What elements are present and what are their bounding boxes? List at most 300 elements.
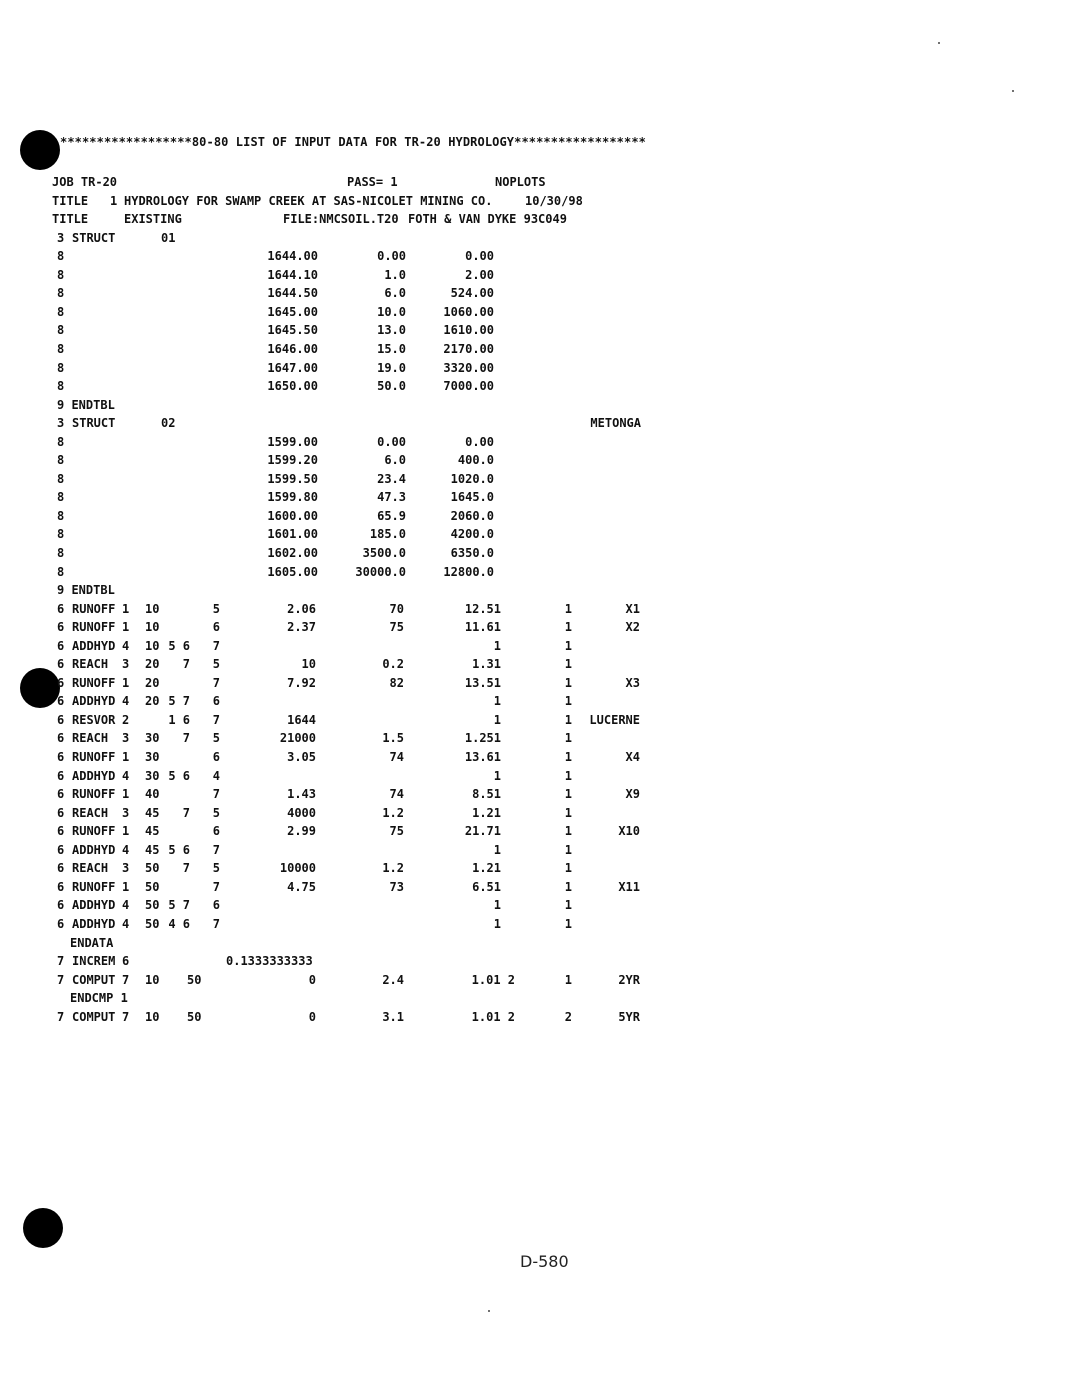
row-label: X4 [625,750,640,764]
record-code: 8 [57,546,65,560]
plots-option: NOPLOTS [495,175,546,189]
record-code: 8 [57,286,65,300]
operation-command: REACH [72,731,109,745]
scan-speck [1012,90,1014,92]
operation-command: RUNOFF [72,824,116,838]
cross-section: 30 [145,750,160,764]
comput-line [0,971,1068,989]
cross-section: 50 [145,898,160,912]
storage: 0.00 [465,249,494,263]
record-code: 8 [57,305,65,319]
hydrograph-out: 7 [212,639,220,653]
value-2: 2.4 [382,973,404,987]
rating-table-row [0,340,1068,358]
comput-line [0,1008,1068,1026]
value-1: 1.43 [287,787,316,801]
report-header: ******************80-80 LIST OF INPUT DATA FOR TR-20 HYDROLOGY****************** [60,135,646,149]
hydrograph-out: 7 [212,787,220,801]
operation-row [0,674,1068,692]
operation-row [0,896,1068,914]
endcmp-line [0,989,1068,1007]
operation-row [0,618,1068,636]
hydrograph-in: 5 6 [168,769,190,783]
operation-row [0,655,1068,673]
value-2: 73 [389,880,404,894]
operation-number: 1 [122,676,130,690]
value-3: 1.21 [472,861,501,875]
storage: 400.0 [457,453,494,467]
operation-number: 3 [122,806,130,820]
operation-number: 3 [122,731,130,745]
value-1: 4000 [287,806,316,820]
operation-number: 1 [122,750,130,764]
elevation: 1645.50 [267,323,318,337]
hydrograph-in: 7 [182,861,190,875]
operation-command: REACH [72,806,109,820]
flag: 1 [564,898,572,912]
record-code: 6 [57,843,65,857]
operation-row [0,637,1068,655]
operation-row [0,692,1068,710]
storage: 3320.00 [443,361,494,375]
operation-row [0,915,1068,933]
rating-table-row [0,266,1068,284]
value-1: 1644 [287,713,316,727]
struct-id: 02 [161,416,176,430]
endtbl-label: 9 ENDTBL [57,398,115,412]
value-3: 1.01 2 [471,1010,515,1024]
rating-table-row [0,247,1068,265]
rating-table-row [0,563,1068,581]
title-line-1 [0,192,1068,210]
cross-section: 10 [145,602,160,616]
value-3: 1 [493,639,501,653]
discharge: 10.0 [377,305,406,319]
operation-row [0,785,1068,803]
elevation: 1646.00 [267,342,318,356]
discharge: 3500.0 [362,546,406,560]
hydrograph-out: 6 [212,620,220,634]
operation-number: 1 [122,880,130,894]
rating-table-row [0,507,1068,525]
operation-row [0,859,1068,877]
flag: 1 [564,731,572,745]
elevation: 1644.00 [267,249,318,263]
value-3: 6.51 [472,880,501,894]
elevation: 1605.00 [267,565,318,579]
rating-table-row [0,303,1068,321]
cross-section: 45 [145,806,160,820]
title-text: EXISTING [124,212,182,226]
flag: 1 [564,602,572,616]
time-increment: 0.1333333333 [226,954,313,968]
record-code: 6 [57,750,65,764]
hydrograph-out: 7 [212,843,220,857]
record-code: 8 [57,435,65,449]
operation-number: 4 [122,898,130,912]
operation-row [0,841,1068,859]
record-code: 6 [57,787,65,801]
value-3: 1 [493,917,501,931]
hydrograph-out: 7 [212,676,220,690]
discharge: 23.4 [377,472,406,486]
flag: 2 [564,1010,572,1024]
operation-row [0,767,1068,785]
record-code: 8 [57,527,65,541]
storage: 2060.0 [450,509,494,523]
cross-section: 50 [145,917,160,931]
operation-number: 4 [122,917,130,931]
row-label: X9 [625,787,640,801]
job-line [0,173,1068,191]
struct-keyword: STRUCT [72,416,116,430]
record-code: 8 [57,472,65,486]
operation-command: REACH [72,657,109,671]
value-2: 70 [389,602,404,616]
end-section: 50 [187,973,202,987]
cross-section: 20 [145,657,160,671]
punch-hole-top [20,130,60,170]
operation-command: RESVOR [72,713,116,727]
elevation: 1601.00 [267,527,318,541]
operation-row [0,748,1068,766]
struct-line [0,414,1068,432]
storage: 0.00 [465,435,494,449]
rating-table-row [0,451,1068,469]
value-2: 82 [389,676,404,690]
operation-number: 3 [122,861,130,875]
operation-command: ADDHYD [72,843,116,857]
endtbl-line [0,581,1068,599]
discharge: 1.0 [384,268,406,282]
record-code: 8 [57,323,65,337]
hydrograph-in: 5 6 [168,639,190,653]
hydrograph-out: 7 [212,880,220,894]
scan-speck [488,1310,490,1312]
endtbl-label: 9 ENDTBL [57,583,115,597]
flag: 1 [564,676,572,690]
flag: 1 [564,824,572,838]
cross-section: 45 [145,824,160,838]
elevation: 1599.00 [267,435,318,449]
value-3: 1 [493,769,501,783]
rating-table-row [0,525,1068,543]
discharge: 19.0 [377,361,406,375]
row-label: X11 [618,880,640,894]
value-1: 3.05 [287,750,316,764]
storage: 12800.0 [443,565,494,579]
operation-number: 4 [122,769,130,783]
operation-number: 2 [122,713,130,727]
flag: 1 [564,880,572,894]
pass-value: PASS= 1 [347,175,398,189]
record-code: 7 [57,1010,65,1024]
record-code: 8 [57,342,65,356]
operation-row [0,878,1068,896]
operation-row [0,729,1068,747]
hydrograph-out: 5 [212,657,220,671]
elevation: 1602.00 [267,546,318,560]
elevation: 1600.00 [267,509,318,523]
storage: 1610.00 [443,323,494,337]
record-code: 8 [57,490,65,504]
flag: 1 [564,769,572,783]
operation-command: REACH [72,861,109,875]
struct-line [0,229,1068,247]
struct-keyword: STRUCT [72,231,116,245]
cross-section: 45 [145,843,160,857]
value-1: 4.75 [287,880,316,894]
flag: 1 [564,787,572,801]
rating-table-row [0,359,1068,377]
record-code: 6 [57,620,65,634]
hydrograph-out: 6 [212,824,220,838]
elevation: 1599.20 [267,453,318,467]
row-label: X10 [618,824,640,838]
rating-table-row [0,488,1068,506]
operation-command: RUNOFF [72,880,116,894]
value-2: 1.2 [382,861,404,875]
storage: 4200.0 [450,527,494,541]
flag: 1 [564,620,572,634]
record-code: 6 [57,806,65,820]
value-3: 1.21 [472,806,501,820]
scan-speck [938,42,940,44]
storage: 7000.00 [443,379,494,393]
elevation: 1644.10 [267,268,318,282]
value-3: 13.51 [464,676,501,690]
hydrograph-out: 6 [212,750,220,764]
hydrograph-in: 7 [182,731,190,745]
value-3: 1 [493,694,501,708]
value-1: 2.37 [287,620,316,634]
value-3: 12.51 [464,602,501,616]
punch-hole-bottom [23,1208,63,1248]
value-1: 2.99 [287,824,316,838]
value-1: 10 [301,657,316,671]
operation-command: RUNOFF [72,676,116,690]
storage: 524.00 [450,286,494,300]
value-2: 74 [389,750,404,764]
discharge: 65.9 [377,509,406,523]
value-2: 75 [389,620,404,634]
operation-row [0,600,1068,618]
value-2: 3.1 [382,1010,404,1024]
endata-label: ENDATA [70,936,114,950]
title-text: HYDROLOGY FOR SWAMP CREEK AT SAS-NICOLET MINING CO. [124,194,493,208]
operation-number: 1 [122,824,130,838]
storage: 1645.0 [450,490,494,504]
discharge: 15.0 [377,342,406,356]
operation-command: COMPUT [72,1010,116,1024]
hydrograph-in: 5 6 [168,843,190,857]
record-code: 3 [57,231,65,245]
value-3: 1.251 [464,731,501,745]
storage: 2170.00 [443,342,494,356]
record-code: 8 [57,361,65,375]
hydrograph-out: 5 [212,602,220,616]
record-code: 8 [57,565,65,579]
operation-command: ADDHYD [72,694,116,708]
record-code: 6 [57,657,65,671]
hydrograph-out: 7 [212,917,220,931]
storm-label: 2YR [618,973,640,987]
value-2: 1.5 [382,731,404,745]
row-label: X2 [625,620,640,634]
hydrograph-in: 7 [182,657,190,671]
record-code: 3 [57,416,65,430]
elevation: 1645.00 [267,305,318,319]
value-1: 0 [308,1010,316,1024]
hydrograph-in: 7 [182,806,190,820]
flag: 1 [564,713,572,727]
value-1: 0 [308,973,316,987]
operation-number: 7 [122,1010,130,1024]
value-2: 75 [389,824,404,838]
discharge: 6.0 [384,286,406,300]
value-3: 11.61 [464,620,501,634]
hydrograph-out: 5 [212,806,220,820]
flag: 1 [564,806,572,820]
value-3: 8.51 [472,787,501,801]
storage: 6350.0 [450,546,494,560]
operation-command: RUNOFF [72,787,116,801]
endata-line [0,934,1068,952]
elevation: 1644.50 [267,286,318,300]
cross-section: 30 [145,769,160,783]
value-1: 2.06 [287,602,316,616]
discharge: 0.00 [377,249,406,263]
record-code: 8 [57,453,65,467]
elevation: 1647.00 [267,361,318,375]
record-code: 6 [57,713,65,727]
elevation: 1650.00 [267,379,318,393]
operation-number: 4 [122,694,130,708]
storm-label: 5YR [618,1010,640,1024]
discharge: 185.0 [369,527,406,541]
record-code: 6 [57,917,65,931]
value-3: 1 [493,843,501,857]
hydrograph-out: 7 [212,713,220,727]
operation-row [0,804,1068,822]
hydrograph-in: 5 7 [168,694,190,708]
rating-table-row [0,433,1068,451]
operation-number: 4 [122,639,130,653]
discharge: 47.3 [377,490,406,504]
page-number: D-580 [520,1252,569,1271]
record-code: 6 [57,676,65,690]
flag: 1 [564,917,572,931]
record-code: 6 [57,639,65,653]
hydrograph-out: 6 [212,694,220,708]
operation-number: 1 [122,602,130,616]
struct-name: METONGA [590,416,641,430]
cross-section: 50 [145,861,160,875]
rating-table-row [0,470,1068,488]
value-3: 1.01 2 [471,973,515,987]
value-2: 0.2 [382,657,404,671]
cross-section: 20 [145,676,160,690]
operation-number: 3 [122,657,130,671]
cross-section: 50 [145,880,160,894]
discharge: 50.0 [377,379,406,393]
operation-command: ADDHYD [72,639,116,653]
record-code: 6 [57,898,65,912]
storage: 1020.0 [450,472,494,486]
value-3: 1 [493,713,501,727]
operation-command: COMPUT [72,973,116,987]
start-section: 10 [145,1010,160,1024]
discharge: 30000.0 [355,565,406,579]
operation-number: 6 [122,954,130,968]
cross-section: 10 [145,620,160,634]
value-2: 1.2 [382,806,404,820]
value-3: 1.31 [472,657,501,671]
rating-table-row [0,544,1068,562]
flag: 1 [564,657,572,671]
row-label: X1 [625,602,640,616]
record-code: 7 [57,954,65,968]
operation-command: INCREM [72,954,116,968]
title-number: 1 [110,194,118,208]
flag: 1 [564,750,572,764]
storage: 1060.00 [443,305,494,319]
increm-line [0,952,1068,970]
value-2: 74 [389,787,404,801]
value-3: 13.61 [464,750,501,764]
rating-table-row [0,321,1068,339]
record-code: 6 [57,769,65,783]
record-code: 6 [57,602,65,616]
row-label: X3 [625,676,640,690]
struct-id: 01 [161,231,176,245]
record-code: 6 [57,861,65,875]
operation-row [0,822,1068,840]
operation-command: RUNOFF [72,602,116,616]
discharge: 13.0 [377,323,406,337]
title-label: TITLE [52,194,89,208]
value-1: 21000 [279,731,316,745]
discharge: 6.0 [384,453,406,467]
record-code: 6 [57,880,65,894]
discharge: 0.00 [377,435,406,449]
start-section: 10 [145,973,160,987]
operation-command: RUNOFF [72,620,116,634]
title-label: TITLE [52,212,89,226]
flag: 1 [564,973,572,987]
record-code: 8 [57,509,65,523]
end-section: 50 [187,1010,202,1024]
record-code: 6 [57,694,65,708]
operation-number: 1 [122,620,130,634]
operation-number: 7 [122,973,130,987]
operation-number: 4 [122,843,130,857]
file-name: FILE:NMCSOIL.T20 [283,212,399,226]
operation-command: ADDHYD [72,769,116,783]
operation-command: ADDHYD [72,917,116,931]
hydrograph-out: 5 [212,861,220,875]
operation-number: 1 [122,787,130,801]
rating-table-row [0,377,1068,395]
flag: 1 [564,843,572,857]
hydrograph-out: 4 [212,769,220,783]
endtbl-line [0,396,1068,414]
flag: 1 [564,694,572,708]
record-code: 7 [57,973,65,987]
hydrograph-out: 6 [212,898,220,912]
flag: 1 [564,639,572,653]
title-date: 10/30/98 [525,194,583,208]
